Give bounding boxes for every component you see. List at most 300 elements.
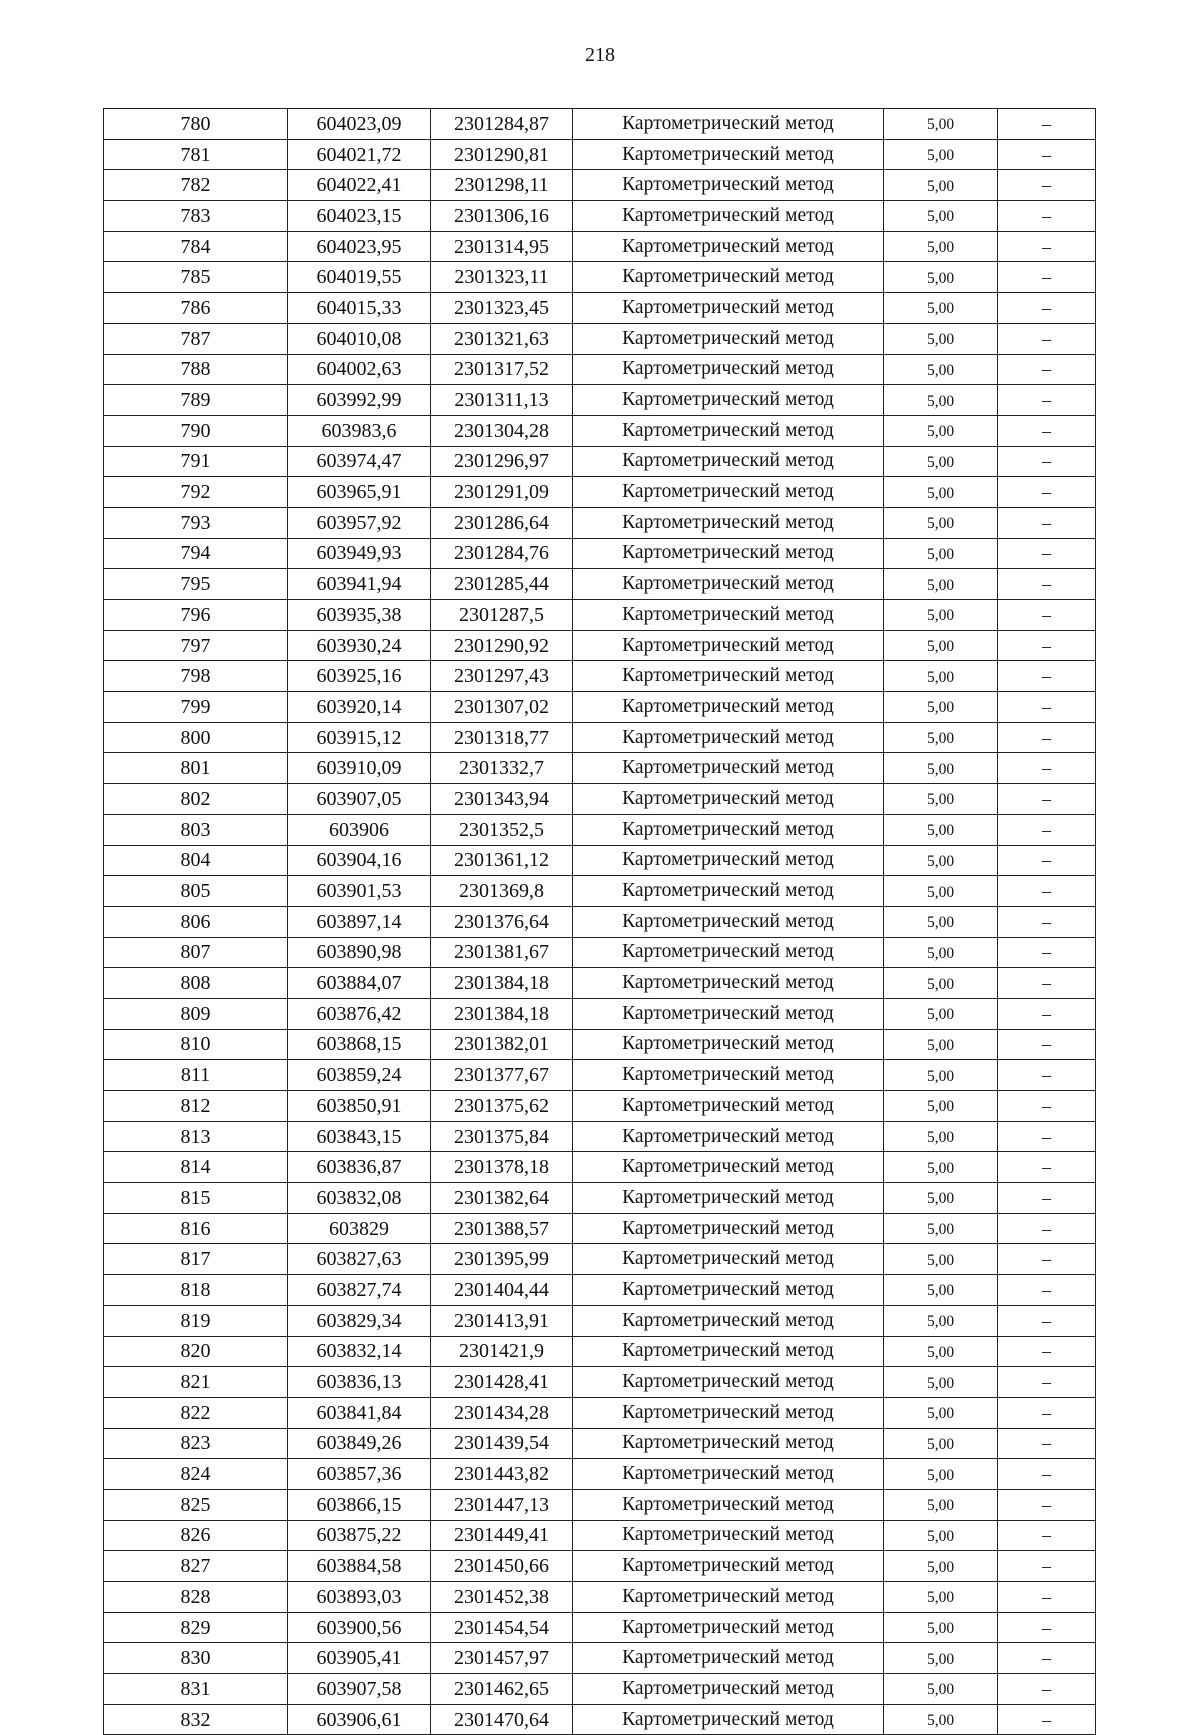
y-coordinate-cell: 2301404,44 xyxy=(431,1275,573,1306)
x-coordinate-cell: 603866,15 xyxy=(288,1489,431,1520)
x-coordinate-cell: 603827,74 xyxy=(288,1275,431,1306)
x-coordinate-cell: 603905,41 xyxy=(288,1643,431,1674)
accuracy-cell: 5,00 xyxy=(884,1551,998,1582)
point-number-cell: 781 xyxy=(104,139,288,170)
y-coordinate-cell: 2301318,77 xyxy=(431,722,573,753)
point-number-cell: 823 xyxy=(104,1428,288,1459)
y-coordinate-cell: 2301284,87 xyxy=(431,109,573,140)
point-number-cell: 790 xyxy=(104,415,288,446)
point-number-cell: 830 xyxy=(104,1643,288,1674)
table-row xyxy=(104,201,1096,232)
formula-cell: – xyxy=(998,477,1096,508)
formula-cell: – xyxy=(998,1428,1096,1459)
table-row xyxy=(104,538,1096,569)
x-coordinate-cell: 603901,53 xyxy=(288,876,431,907)
table-row xyxy=(104,937,1096,968)
x-coordinate-cell: 603832,14 xyxy=(288,1336,431,1367)
formula-cell: – xyxy=(998,1305,1096,1336)
table-row xyxy=(104,784,1096,815)
formula-cell: – xyxy=(998,1060,1096,1091)
method-cell: Картометрический метод xyxy=(573,692,884,723)
point-number-cell: 814 xyxy=(104,1152,288,1183)
y-coordinate-cell: 2301285,44 xyxy=(431,569,573,600)
method-cell: Картометрический метод xyxy=(573,845,884,876)
point-number-cell: 811 xyxy=(104,1060,288,1091)
point-number-cell: 804 xyxy=(104,845,288,876)
x-coordinate-cell: 603884,07 xyxy=(288,968,431,999)
accuracy-cell: 5,00 xyxy=(884,661,998,692)
table-row xyxy=(104,1367,1096,1398)
method-cell: Картометрический метод xyxy=(573,1183,884,1214)
table-row xyxy=(104,170,1096,201)
y-coordinate-cell: 2301454,54 xyxy=(431,1612,573,1643)
x-coordinate-cell: 603868,15 xyxy=(288,1029,431,1060)
x-coordinate-cell: 603897,14 xyxy=(288,906,431,937)
y-coordinate-cell: 2301421,9 xyxy=(431,1336,573,1367)
formula-cell: – xyxy=(998,1244,1096,1275)
formula-cell: – xyxy=(998,1520,1096,1551)
table-row xyxy=(104,1336,1096,1367)
y-coordinate-cell: 2301314,95 xyxy=(431,231,573,262)
formula-cell: – xyxy=(998,722,1096,753)
x-coordinate-cell: 603906 xyxy=(288,814,431,845)
x-coordinate-cell: 603836,13 xyxy=(288,1367,431,1398)
accuracy-cell: 5,00 xyxy=(884,1612,998,1643)
point-number-cell: 818 xyxy=(104,1275,288,1306)
accuracy-cell: 5,00 xyxy=(884,937,998,968)
formula-cell: – xyxy=(998,814,1096,845)
x-coordinate-cell: 603832,08 xyxy=(288,1183,431,1214)
x-coordinate-cell: 603992,99 xyxy=(288,385,431,416)
method-cell: Картометрический метод xyxy=(573,1152,884,1183)
x-coordinate-cell: 603949,93 xyxy=(288,538,431,569)
accuracy-cell: 5,00 xyxy=(884,446,998,477)
method-cell: Картометрический метод xyxy=(573,937,884,968)
method-cell: Картометрический метод xyxy=(573,1367,884,1398)
y-coordinate-cell: 2301378,18 xyxy=(431,1152,573,1183)
formula-cell: – xyxy=(998,1582,1096,1613)
table-row xyxy=(104,876,1096,907)
x-coordinate-cell: 603965,91 xyxy=(288,477,431,508)
y-coordinate-cell: 2301376,64 xyxy=(431,906,573,937)
table-row xyxy=(104,1520,1096,1551)
formula-cell: – xyxy=(998,385,1096,416)
method-cell: Картометрический метод xyxy=(573,998,884,1029)
x-coordinate-cell: 603957,92 xyxy=(288,507,431,538)
y-coordinate-cell: 2301377,67 xyxy=(431,1060,573,1091)
y-coordinate-cell: 2301439,54 xyxy=(431,1428,573,1459)
accuracy-cell: 5,00 xyxy=(884,569,998,600)
point-number-cell: 795 xyxy=(104,569,288,600)
x-coordinate-cell: 603884,58 xyxy=(288,1551,431,1582)
accuracy-cell: 5,00 xyxy=(884,1275,998,1306)
formula-cell: – xyxy=(998,109,1096,140)
table-row xyxy=(104,1183,1096,1214)
table-row xyxy=(104,415,1096,446)
formula-cell: – xyxy=(998,569,1096,600)
formula-cell: – xyxy=(998,1674,1096,1705)
formula-cell: – xyxy=(998,507,1096,538)
accuracy-cell: 5,00 xyxy=(884,906,998,937)
y-coordinate-cell: 2301291,09 xyxy=(431,477,573,508)
point-number-cell: 783 xyxy=(104,201,288,232)
table-row xyxy=(104,323,1096,354)
x-coordinate-cell: 603875,22 xyxy=(288,1520,431,1551)
accuracy-cell: 5,00 xyxy=(884,1091,998,1122)
table-row xyxy=(104,906,1096,937)
point-number-cell: 816 xyxy=(104,1213,288,1244)
x-coordinate-cell: 603849,26 xyxy=(288,1428,431,1459)
table-row xyxy=(104,262,1096,293)
point-number-cell: 792 xyxy=(104,477,288,508)
accuracy-cell: 5,00 xyxy=(884,600,998,631)
x-coordinate-cell: 603930,24 xyxy=(288,630,431,661)
point-number-cell: 806 xyxy=(104,906,288,937)
x-coordinate-cell: 603893,03 xyxy=(288,1582,431,1613)
point-number-cell: 831 xyxy=(104,1674,288,1705)
method-cell: Картометрический метод xyxy=(573,415,884,446)
formula-cell: – xyxy=(998,937,1096,968)
y-coordinate-cell: 2301384,18 xyxy=(431,968,573,999)
y-coordinate-cell: 2301382,01 xyxy=(431,1029,573,1060)
point-number-cell: 798 xyxy=(104,661,288,692)
table-row xyxy=(104,507,1096,538)
y-coordinate-cell: 2301323,45 xyxy=(431,293,573,324)
method-cell: Картометрический метод xyxy=(573,323,884,354)
point-number-cell: 822 xyxy=(104,1397,288,1428)
table-row xyxy=(104,569,1096,600)
table-row xyxy=(104,1551,1096,1582)
formula-cell: – xyxy=(998,753,1096,784)
method-cell: Картометрический метод xyxy=(573,1643,884,1674)
point-number-cell: 788 xyxy=(104,354,288,385)
method-cell: Картометрический метод xyxy=(573,477,884,508)
x-coordinate-cell: 604019,55 xyxy=(288,262,431,293)
table-row xyxy=(104,477,1096,508)
x-coordinate-cell: 603850,91 xyxy=(288,1091,431,1122)
table-row xyxy=(104,1121,1096,1152)
accuracy-cell: 5,00 xyxy=(884,139,998,170)
y-coordinate-cell: 2301375,84 xyxy=(431,1121,573,1152)
formula-cell: – xyxy=(998,1459,1096,1490)
table-row xyxy=(104,139,1096,170)
point-number-cell: 809 xyxy=(104,998,288,1029)
method-cell: Картометрический метод xyxy=(573,968,884,999)
point-number-cell: 828 xyxy=(104,1582,288,1613)
accuracy-cell: 5,00 xyxy=(884,354,998,385)
accuracy-cell: 5,00 xyxy=(884,1459,998,1490)
method-cell: Картометрический метод xyxy=(573,600,884,631)
table-row xyxy=(104,753,1096,784)
x-coordinate-cell: 603900,56 xyxy=(288,1612,431,1643)
accuracy-cell: 5,00 xyxy=(884,1704,998,1735)
method-cell: Картометрический метод xyxy=(573,1489,884,1520)
accuracy-cell: 5,00 xyxy=(884,1213,998,1244)
table-row xyxy=(104,1305,1096,1336)
x-coordinate-cell: 603876,42 xyxy=(288,998,431,1029)
page-number: 218 xyxy=(585,44,615,66)
formula-cell: – xyxy=(998,784,1096,815)
x-coordinate-cell: 603935,38 xyxy=(288,600,431,631)
table-row xyxy=(104,1029,1096,1060)
point-number-cell: 829 xyxy=(104,1612,288,1643)
y-coordinate-cell: 2301343,94 xyxy=(431,784,573,815)
method-cell: Картометрический метод xyxy=(573,262,884,293)
accuracy-cell: 5,00 xyxy=(884,1428,998,1459)
accuracy-cell: 5,00 xyxy=(884,630,998,661)
formula-cell: – xyxy=(998,1367,1096,1398)
formula-cell: – xyxy=(998,538,1096,569)
accuracy-cell: 5,00 xyxy=(884,1643,998,1674)
y-coordinate-cell: 2301462,65 xyxy=(431,1674,573,1705)
method-cell: Картометрический метод xyxy=(573,1428,884,1459)
y-coordinate-cell: 2301290,81 xyxy=(431,139,573,170)
accuracy-cell: 5,00 xyxy=(884,692,998,723)
method-cell: Картометрический метод xyxy=(573,722,884,753)
accuracy-cell: 5,00 xyxy=(884,1489,998,1520)
formula-cell: – xyxy=(998,692,1096,723)
y-coordinate-cell: 2301381,67 xyxy=(431,937,573,968)
accuracy-cell: 5,00 xyxy=(884,109,998,140)
y-coordinate-cell: 2301306,16 xyxy=(431,201,573,232)
point-number-cell: 801 xyxy=(104,753,288,784)
y-coordinate-cell: 2301428,41 xyxy=(431,1367,573,1398)
method-cell: Картометрический метод xyxy=(573,109,884,140)
y-coordinate-cell: 2301413,91 xyxy=(431,1305,573,1336)
accuracy-cell: 5,00 xyxy=(884,876,998,907)
point-number-cell: 812 xyxy=(104,1091,288,1122)
method-cell: Картометрический метод xyxy=(573,1275,884,1306)
table-row xyxy=(104,293,1096,324)
y-coordinate-cell: 2301457,97 xyxy=(431,1643,573,1674)
accuracy-cell: 5,00 xyxy=(884,1674,998,1705)
accuracy-cell: 5,00 xyxy=(884,753,998,784)
x-coordinate-cell: 604023,95 xyxy=(288,231,431,262)
point-number-cell: 799 xyxy=(104,692,288,723)
point-number-cell: 824 xyxy=(104,1459,288,1490)
table-row xyxy=(104,1643,1096,1674)
accuracy-cell: 5,00 xyxy=(884,1367,998,1398)
formula-cell: – xyxy=(998,906,1096,937)
x-coordinate-cell: 603983,6 xyxy=(288,415,431,446)
accuracy-cell: 5,00 xyxy=(884,477,998,508)
x-coordinate-cell: 603906,61 xyxy=(288,1704,431,1735)
method-cell: Картометрический метод xyxy=(573,876,884,907)
y-coordinate-cell: 2301443,82 xyxy=(431,1459,573,1490)
point-number-cell: 796 xyxy=(104,600,288,631)
formula-cell: – xyxy=(998,661,1096,692)
accuracy-cell: 5,00 xyxy=(884,845,998,876)
method-cell: Картометрический метод xyxy=(573,1397,884,1428)
point-number-cell: 786 xyxy=(104,293,288,324)
accuracy-cell: 5,00 xyxy=(884,1305,998,1336)
point-number-cell: 808 xyxy=(104,968,288,999)
method-cell: Картометрический метод xyxy=(573,1305,884,1336)
point-number-cell: 817 xyxy=(104,1244,288,1275)
y-coordinate-cell: 2301296,97 xyxy=(431,446,573,477)
point-number-cell: 789 xyxy=(104,385,288,416)
formula-cell: – xyxy=(998,1152,1096,1183)
x-coordinate-cell: 604022,41 xyxy=(288,170,431,201)
point-number-cell: 784 xyxy=(104,231,288,262)
table-row xyxy=(104,845,1096,876)
point-number-cell: 803 xyxy=(104,814,288,845)
accuracy-cell: 5,00 xyxy=(884,1336,998,1367)
point-number-cell: 785 xyxy=(104,262,288,293)
table-row xyxy=(104,722,1096,753)
formula-cell: – xyxy=(998,1275,1096,1306)
formula-cell: – xyxy=(998,1489,1096,1520)
x-coordinate-cell: 604002,63 xyxy=(288,354,431,385)
y-coordinate-cell: 2301286,64 xyxy=(431,507,573,538)
accuracy-cell: 5,00 xyxy=(884,998,998,1029)
table-row xyxy=(104,1244,1096,1275)
formula-cell: – xyxy=(998,354,1096,385)
y-coordinate-cell: 2301321,63 xyxy=(431,323,573,354)
accuracy-cell: 5,00 xyxy=(884,507,998,538)
y-coordinate-cell: 2301449,41 xyxy=(431,1520,573,1551)
point-number-cell: 820 xyxy=(104,1336,288,1367)
x-coordinate-cell: 603859,24 xyxy=(288,1060,431,1091)
x-coordinate-cell: 603841,84 xyxy=(288,1397,431,1428)
formula-cell: – xyxy=(998,1121,1096,1152)
formula-cell: – xyxy=(998,201,1096,232)
y-coordinate-cell: 2301352,5 xyxy=(431,814,573,845)
x-coordinate-cell: 603829 xyxy=(288,1213,431,1244)
accuracy-cell: 5,00 xyxy=(884,968,998,999)
method-cell: Картометрический метод xyxy=(573,446,884,477)
method-cell: Картометрический метод xyxy=(573,354,884,385)
formula-cell: – xyxy=(998,1643,1096,1674)
point-number-cell: 813 xyxy=(104,1121,288,1152)
table-row xyxy=(104,1091,1096,1122)
accuracy-cell: 5,00 xyxy=(884,1029,998,1060)
method-cell: Картометрический метод xyxy=(573,1674,884,1705)
accuracy-cell: 5,00 xyxy=(884,1060,998,1091)
accuracy-cell: 5,00 xyxy=(884,170,998,201)
y-coordinate-cell: 2301382,64 xyxy=(431,1183,573,1214)
formula-cell: – xyxy=(998,1336,1096,1367)
formula-cell: – xyxy=(998,968,1096,999)
table-row xyxy=(104,998,1096,1029)
formula-cell: – xyxy=(998,139,1096,170)
y-coordinate-cell: 2301287,5 xyxy=(431,600,573,631)
x-coordinate-cell: 603907,58 xyxy=(288,1674,431,1705)
method-cell: Картометрический метод xyxy=(573,1520,884,1551)
table-row xyxy=(104,968,1096,999)
formula-cell: – xyxy=(998,293,1096,324)
method-cell: Картометрический метод xyxy=(573,569,884,600)
method-cell: Картометрический метод xyxy=(573,753,884,784)
y-coordinate-cell: 2301284,76 xyxy=(431,538,573,569)
point-number-cell: 797 xyxy=(104,630,288,661)
y-coordinate-cell: 2301298,11 xyxy=(431,170,573,201)
coordinates-table xyxy=(103,108,1096,1735)
point-number-cell: 826 xyxy=(104,1520,288,1551)
y-coordinate-cell: 2301434,28 xyxy=(431,1397,573,1428)
formula-cell: – xyxy=(998,1397,1096,1428)
formula-cell: – xyxy=(998,1213,1096,1244)
accuracy-cell: 5,00 xyxy=(884,1520,998,1551)
method-cell: Картометрический метод xyxy=(573,1029,884,1060)
y-coordinate-cell: 2301317,52 xyxy=(431,354,573,385)
table-row xyxy=(104,1397,1096,1428)
accuracy-cell: 5,00 xyxy=(884,722,998,753)
method-cell: Картометрический метод xyxy=(573,201,884,232)
method-cell: Картометрический метод xyxy=(573,1244,884,1275)
x-coordinate-cell: 603836,87 xyxy=(288,1152,431,1183)
point-number-cell: 802 xyxy=(104,784,288,815)
accuracy-cell: 5,00 xyxy=(884,1397,998,1428)
point-number-cell: 810 xyxy=(104,1029,288,1060)
x-coordinate-cell: 603941,94 xyxy=(288,569,431,600)
method-cell: Картометрический метод xyxy=(573,814,884,845)
accuracy-cell: 5,00 xyxy=(884,1152,998,1183)
method-cell: Картометрический метод xyxy=(573,231,884,262)
y-coordinate-cell: 2301452,38 xyxy=(431,1582,573,1613)
method-cell: Картометрический метод xyxy=(573,538,884,569)
y-coordinate-cell: 2301470,64 xyxy=(431,1704,573,1735)
point-number-cell: 787 xyxy=(104,323,288,354)
formula-cell: – xyxy=(998,323,1096,354)
formula-cell: – xyxy=(998,1704,1096,1735)
x-coordinate-cell: 603907,05 xyxy=(288,784,431,815)
x-coordinate-cell: 604023,15 xyxy=(288,201,431,232)
point-number-cell: 791 xyxy=(104,446,288,477)
accuracy-cell: 5,00 xyxy=(884,293,998,324)
x-coordinate-cell: 603904,16 xyxy=(288,845,431,876)
method-cell: Картометрический метод xyxy=(573,1612,884,1643)
method-cell: Картометрический метод xyxy=(573,1336,884,1367)
table-row xyxy=(104,446,1096,477)
table-row xyxy=(104,661,1096,692)
y-coordinate-cell: 2301369,8 xyxy=(431,876,573,907)
table-row xyxy=(104,354,1096,385)
table-row xyxy=(104,692,1096,723)
accuracy-cell: 5,00 xyxy=(884,231,998,262)
x-coordinate-cell: 603910,09 xyxy=(288,753,431,784)
y-coordinate-cell: 2301307,02 xyxy=(431,692,573,723)
x-coordinate-cell: 603920,14 xyxy=(288,692,431,723)
formula-cell: – xyxy=(998,1183,1096,1214)
formula-cell: – xyxy=(998,446,1096,477)
method-cell: Картометрический метод xyxy=(573,293,884,324)
method-cell: Картометрический метод xyxy=(573,1060,884,1091)
y-coordinate-cell: 2301332,7 xyxy=(431,753,573,784)
table-row xyxy=(104,630,1096,661)
point-number-cell: 793 xyxy=(104,507,288,538)
accuracy-cell: 5,00 xyxy=(884,385,998,416)
x-coordinate-cell: 604021,72 xyxy=(288,139,431,170)
formula-cell: – xyxy=(998,231,1096,262)
x-coordinate-cell: 603925,16 xyxy=(288,661,431,692)
x-coordinate-cell: 603857,36 xyxy=(288,1459,431,1490)
formula-cell: – xyxy=(998,876,1096,907)
accuracy-cell: 5,00 xyxy=(884,784,998,815)
method-cell: Картометрический метод xyxy=(573,1121,884,1152)
accuracy-cell: 5,00 xyxy=(884,415,998,446)
point-number-cell: 815 xyxy=(104,1183,288,1214)
y-coordinate-cell: 2301447,13 xyxy=(431,1489,573,1520)
table-row xyxy=(104,1704,1096,1735)
method-cell: Картометрический метод xyxy=(573,1459,884,1490)
method-cell: Картометрический метод xyxy=(573,1582,884,1613)
x-coordinate-cell: 603974,47 xyxy=(288,446,431,477)
formula-cell: – xyxy=(998,1091,1096,1122)
method-cell: Картометрический метод xyxy=(573,1704,884,1735)
point-number-cell: 819 xyxy=(104,1305,288,1336)
method-cell: Картометрический метод xyxy=(573,784,884,815)
